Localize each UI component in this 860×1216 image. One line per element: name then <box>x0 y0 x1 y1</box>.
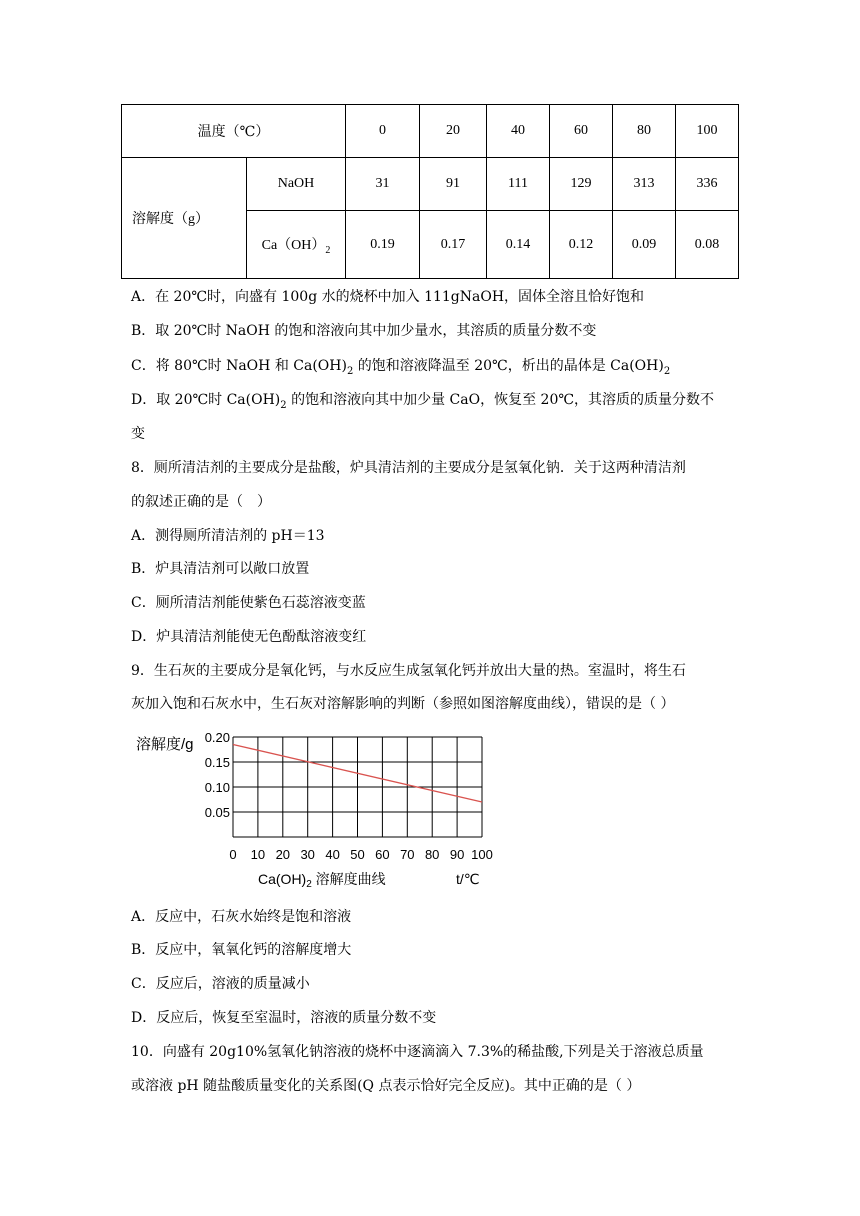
q7-d-part1: D．取 20℃时 Ca(OH) <box>131 392 281 408</box>
subscript: 2 <box>325 244 331 256</box>
q9-option-b: B．反应中，氧氧化钙的溶解度增大 <box>131 942 352 958</box>
temp-cell: 20 <box>420 105 487 158</box>
temp-cell: 40 <box>487 105 550 158</box>
q8-option-a: A．测得厕所清洁剂的 pH＝13 <box>131 528 325 544</box>
q10-stem-line2: 或溶液 pH 随盐酸质量变化的关系图(Q 点表示恰好完全反应)。其中正确的是（ ） <box>131 1078 641 1094</box>
x-tick-label: 70 <box>400 847 415 862</box>
q7-d-part2: 的饱和溶液向其中加少量 CaO，恢复至 20℃，其溶质的质量分数不 <box>286 392 715 408</box>
value-cell: 129 <box>550 158 613 211</box>
substance-name: NaOH <box>247 158 346 211</box>
subscript: 2 <box>663 365 671 377</box>
q9-option-c: C．反应后，溶液的质量减小 <box>131 976 310 992</box>
table-header-row <box>122 105 739 158</box>
temp-cell: 80 <box>613 105 676 158</box>
y-tick-label: 0.20 <box>204 730 230 745</box>
value-cell: 0.17 <box>420 211 487 279</box>
q8-stem-line1: 8．厕所清洁剂的主要成分是盐酸，炉具清洁剂的主要成分是氢氧化钠．关于这两种清洁剂 <box>131 460 686 476</box>
q7-option-b: B．取 20℃时 NaOH 的饱和溶液向其中加少量水，其溶质的质量分数不变 <box>131 323 597 339</box>
temp-header: 温度（℃） <box>122 105 346 158</box>
x-tick-label: 60 <box>375 847 390 862</box>
value-cell: 0.19 <box>346 211 420 279</box>
substance-name <box>247 211 346 279</box>
solubility-chart <box>130 728 510 893</box>
q7-c-part1: C．将 80℃时 NaOH 和 Ca(OH) <box>131 358 347 374</box>
value-cell: 0.14 <box>487 211 550 279</box>
value-cell: 336 <box>676 158 739 211</box>
solubility-label: 溶解度（g） <box>122 158 247 279</box>
chart-ticks <box>205 730 493 862</box>
subscript: 2 <box>280 399 287 411</box>
value-cell: 111 <box>487 158 550 211</box>
y-tick-label: 0.15 <box>204 755 230 770</box>
x-tick-label: 80 <box>424 847 440 862</box>
value-cell: 0.09 <box>613 211 676 279</box>
q10-stem-line1: 10．向盛有 20g10%氢氧化钠溶液的烧杯中逐滴滴入 7.3%的稀盐酸,下列是关于溶液总质量 <box>131 1044 704 1060</box>
value-cell: 0.12 <box>550 211 613 279</box>
value-cell: 0.08 <box>676 211 739 279</box>
chart-caption-sub: 2 <box>306 879 312 890</box>
value-cell: 91 <box>420 158 487 211</box>
chart-caption-main: Ca(OH) <box>258 871 307 887</box>
chart-caption-rest: 溶解度曲线 <box>311 871 386 887</box>
temp-cell: 0 <box>346 105 420 158</box>
q8-option-c: C．厕所清洁剂能使紫色石蕊溶液变蓝 <box>131 595 366 611</box>
chart-grid <box>233 737 482 837</box>
value-cell: 313 <box>613 158 676 211</box>
table-row <box>122 158 739 211</box>
y-tick-label: 0.10 <box>204 780 230 795</box>
q7-option-d-cont: 变 <box>131 426 145 442</box>
x-tick-label: 90 <box>449 847 465 862</box>
chart-xlabel: t/℃ <box>456 871 480 887</box>
chart-ylabel: 溶解度/g <box>136 736 194 753</box>
q7-option-c <box>131 356 670 382</box>
q8-stem-line2: 的叙述正确的是（ ） <box>131 494 271 510</box>
y-tick-label: 0.05 <box>204 805 230 820</box>
q9-option-d: D．反应后，恢复至室温时，溶液的质量分数不变 <box>131 1010 437 1026</box>
q9-stem-line1: 9．生石灰的主要成分是氧化钙，与水反应生成氢氧化钙并放出大量的热。室温时，将生石 <box>131 663 686 679</box>
x-tick-label: 0 <box>229 847 237 862</box>
q7-c-part2: 的饱和溶液降温至 20℃，析出的晶体是 Ca(OH) <box>353 358 664 374</box>
value-cell: 31 <box>346 158 420 211</box>
q9-option-a: A．反应中，石灰水始终是饱和溶液 <box>131 909 352 925</box>
temp-cell: 100 <box>676 105 739 158</box>
x-tick-label: 10 <box>250 847 266 862</box>
x-tick-label: 100 <box>471 847 493 862</box>
chart-caption <box>258 871 386 890</box>
temp-cell: 60 <box>550 105 613 158</box>
subscript: 2 <box>346 365 354 377</box>
x-tick-label: 30 <box>300 847 315 862</box>
substance-name-main: Ca（OH） <box>261 237 326 253</box>
q7-option-a: A．在 20℃时，向盛有 100g 水的烧杯中加入 111gNaOH，固体全溶且恰好饱和 <box>131 289 645 305</box>
q8-option-b: B．炉具清洁剂可以敞口放置 <box>131 561 310 577</box>
q8-option-d: D．炉具清洁剂能使无色酚酞溶液变红 <box>131 629 367 645</box>
x-tick-label: 20 <box>275 847 291 862</box>
chart-svg <box>130 728 510 893</box>
x-tick-label: 40 <box>325 847 340 862</box>
x-tick-label: 50 <box>350 847 365 862</box>
solubility-table <box>121 104 739 279</box>
q9-stem-line2: 灰加入饱和石灰水中，生石灰对溶解影响的判断（参照如图溶解度曲线），错误的是（ ） <box>131 696 675 712</box>
q7-option-d <box>131 390 714 416</box>
